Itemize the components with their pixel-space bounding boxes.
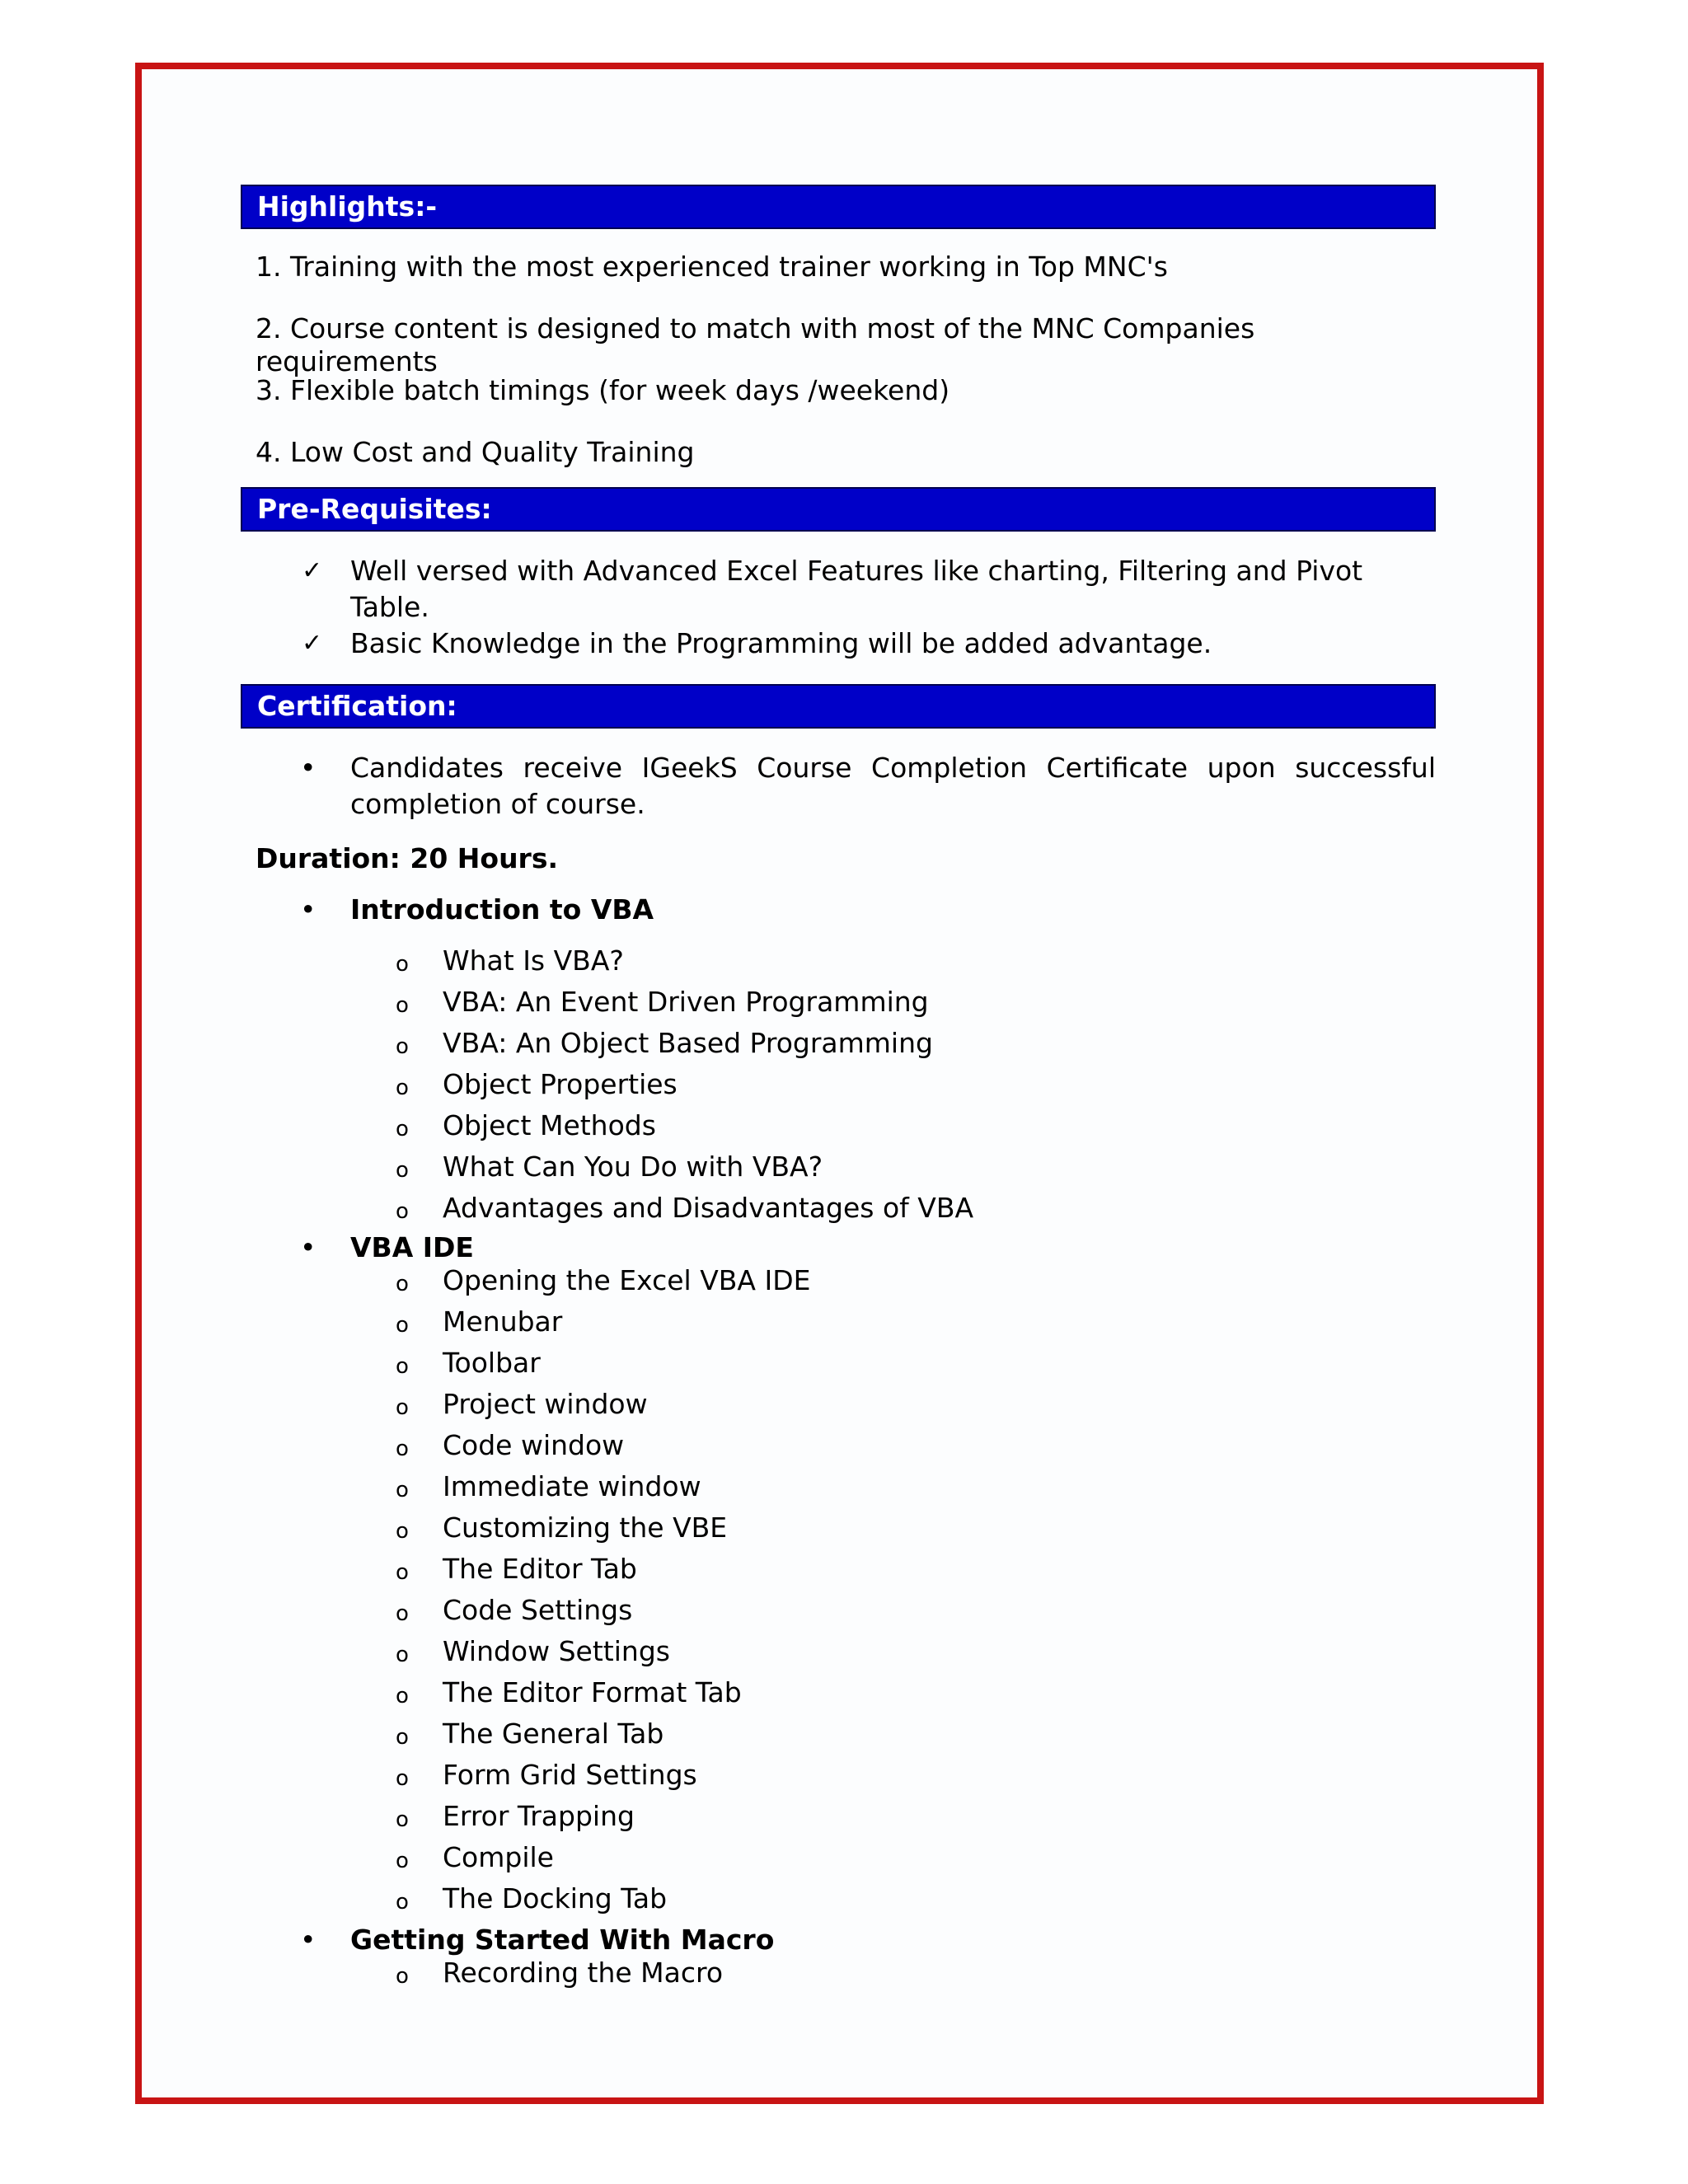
list-item (241, 1192, 1436, 1233)
topic-subitems (241, 1957, 1436, 1998)
prerequisite-item (241, 626, 1436, 662)
circle-bullet-icon: o (396, 1313, 409, 1338)
list-item-text: Customizing the VBE (443, 1511, 728, 1544)
list-item (241, 944, 1436, 986)
list-item (241, 1027, 1436, 1068)
prerequisite-item (241, 553, 1436, 626)
document-content (241, 185, 1436, 1998)
certification-heading: Certification: (241, 684, 1436, 729)
list-item-text: Immediate window (443, 1470, 701, 1502)
highlights-list (241, 251, 1436, 487)
list-item-text: Form Grid Settings (443, 1759, 697, 1791)
prerequisites-heading: Pre-Requisites: (241, 487, 1436, 532)
list-item-text: The Docking Tab (443, 1882, 668, 1915)
list-item (241, 1511, 1436, 1553)
circle-bullet-icon: o (396, 1725, 409, 1750)
circle-bullet-icon: o (396, 1807, 409, 1832)
checkmark-icon: ✓ (302, 629, 323, 658)
list-item-text: The Editor Format Tab (443, 1676, 742, 1708)
topic-heading (241, 893, 1436, 926)
topic-subitems (241, 944, 1436, 1233)
list-item-text: Project window (443, 1388, 648, 1420)
prerequisites-list (241, 553, 1436, 662)
list-item-text: What Can You Do with VBA? (443, 1151, 823, 1183)
prerequisite-text: Well versed with Advanced Excel Features like charting, Filtering and Pivot Table. (350, 555, 1363, 623)
topic-title: VBA IDE (350, 1231, 474, 1263)
list-item (241, 1470, 1436, 1511)
highlight-item: 3. Flexible batch timings (for week days /weekend) (256, 374, 950, 406)
certification-text: Candidates receive IGeekS Course Completion Certificate upon successful completion of course. (350, 752, 1436, 820)
list-item-text: Object Methods (443, 1109, 656, 1141)
list-item (241, 1305, 1436, 1347)
list-item-text: Recording the Macro (443, 1957, 724, 1989)
list-item-text: Toolbar (443, 1347, 541, 1379)
list-item-text: Code window (443, 1429, 625, 1461)
list-item-text: VBA: An Object Based Programming (443, 1027, 933, 1059)
list-item (241, 1068, 1436, 1109)
circle-bullet-icon: o (396, 1643, 409, 1667)
list-item (241, 1347, 1436, 1388)
bullet-icon: • (300, 1231, 316, 1263)
circle-bullet-icon: o (396, 1034, 409, 1059)
circle-bullet-icon: o (396, 952, 409, 977)
circle-bullet-icon: o (396, 1158, 409, 1183)
list-item (241, 1264, 1436, 1305)
list-item (241, 1882, 1436, 1924)
certification-item (241, 750, 1436, 823)
circle-bullet-icon: o (396, 1890, 409, 1915)
circle-bullet-icon: o (396, 1601, 409, 1626)
highlights-heading: Highlights:- (241, 185, 1436, 229)
list-item (241, 1429, 1436, 1470)
topic-title: Introduction to VBA (350, 893, 654, 926)
topic-heading (241, 1924, 1436, 1957)
list-item-text: Menubar (443, 1305, 563, 1338)
circle-bullet-icon: o (396, 993, 409, 1018)
list-item-text: Compile (443, 1841, 554, 1873)
list-item (241, 1151, 1436, 1192)
topic-subitems (241, 1264, 1436, 1924)
checkmark-icon: ✓ (302, 556, 323, 585)
list-item-text: Advantages and Disadvantages of VBA (443, 1192, 974, 1224)
circle-bullet-icon: o (396, 1117, 409, 1141)
list-item (241, 986, 1436, 1027)
circle-bullet-icon: o (396, 1560, 409, 1585)
list-item-text: Window Settings (443, 1635, 670, 1667)
circle-bullet-icon: o (396, 1849, 409, 1873)
list-item (241, 1109, 1436, 1151)
duration-label: Duration: 20 Hours. (256, 842, 559, 874)
list-item (241, 1635, 1436, 1676)
list-item-text: The General Tab (443, 1718, 664, 1750)
bullet-icon: • (300, 752, 316, 784)
bullet-icon: • (300, 893, 316, 926)
circle-bullet-icon: o (396, 1354, 409, 1379)
topic-heading (241, 1231, 1436, 1264)
highlight-item: 4. Low Cost and Quality Training (256, 436, 695, 468)
highlight-item: 2. Course content is designed to match with most of the MNC Companies requirements (256, 312, 1255, 377)
list-item-text: VBA: An Event Driven Programming (443, 986, 929, 1018)
list-item (241, 1759, 1436, 1800)
highlight-item: 1. Training with the most experienced trainer working in Top MNC's (256, 251, 1168, 283)
list-item-text: What Is VBA? (443, 944, 624, 977)
circle-bullet-icon: o (396, 1076, 409, 1100)
circle-bullet-icon: o (396, 1519, 409, 1544)
bullet-icon: • (300, 1924, 316, 1956)
circle-bullet-icon: o (396, 1395, 409, 1420)
circle-bullet-icon: o (396, 1766, 409, 1791)
list-item (241, 1718, 1436, 1759)
prerequisite-text: Basic Knowledge in the Programming will be added advantage. (350, 627, 1212, 659)
list-item-text: The Editor Tab (443, 1553, 637, 1585)
list-item (241, 1957, 1436, 1998)
list-item-text: Opening the Excel VBA IDE (443, 1264, 811, 1296)
circle-bullet-icon: o (396, 1964, 409, 1989)
list-item-text: Error Trapping (443, 1800, 635, 1832)
circle-bullet-icon: o (396, 1684, 409, 1708)
list-item (241, 1388, 1436, 1429)
list-item (241, 1841, 1436, 1882)
list-item (241, 1594, 1436, 1635)
list-item (241, 1553, 1436, 1594)
circle-bullet-icon: o (396, 1478, 409, 1502)
list-item-text: Object Properties (443, 1068, 678, 1100)
list-item (241, 1676, 1436, 1718)
topic-title: Getting Started With Macro (350, 1924, 775, 1956)
list-item-text: Code Settings (443, 1594, 633, 1626)
circle-bullet-icon: o (396, 1199, 409, 1224)
circle-bullet-icon: o (396, 1272, 409, 1296)
circle-bullet-icon: o (396, 1436, 409, 1461)
list-item (241, 1800, 1436, 1841)
